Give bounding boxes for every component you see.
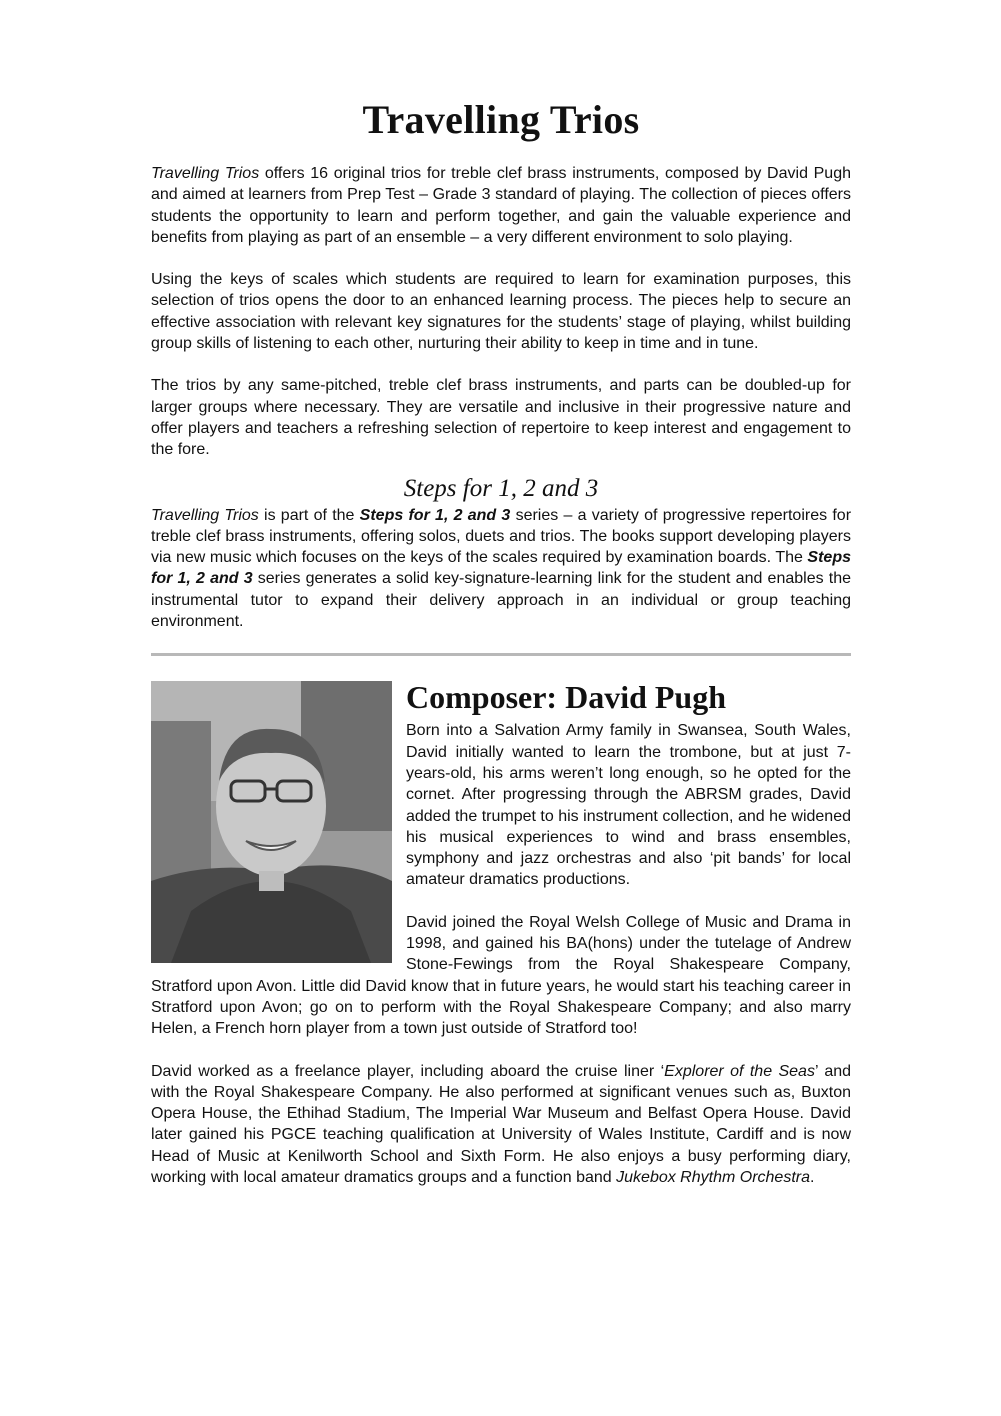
series-name: Steps for 1, 2 and 3 [151,549,851,588]
series-heading: Steps for 1, 2 and 3 [403,474,599,502]
series-name: Steps for 1, 2 and 3 [359,506,511,524]
page-title: Travelling Trios [362,97,640,142]
portrait-image [151,681,392,963]
series-paragraph: Travelling Trios is part of the Steps for 1, 2 and 3 series – a variety of progressive repertoires for treble clef brass instruments, offering solos, duets and trios. The books support developing players via new music which focuses on the keys of the scales required by examination boards. The Steps for 1, 2 and 3 series generates a solid key-signature-learning link for the student and enables the instrumental tutor to expand their delivery approach in an individual or group teaching environment. [151,506,852,631]
composer-heading: Composer: David Pugh [406,679,727,716]
composer-section [151,678,851,1188]
composer-paragraph-2: David joined the Royal Welsh College of Music and Drama in 1998, and gained his BA(hons) under the tutelage of Andrew Stone-Fewings from the Royal Shakespeare Company, Stratford upon Avon. Little did David know that in future years, he would start his teaching career in Stratford upon Avon; go on to perform with the Royal Shakespeare Company; and also marry Helen, a French horn player from a town just outside of Stratford too! [151,913,851,1038]
ship-name: Explorer of the Seas [664,1062,815,1080]
band-name: Jukebox Rhythm Orchestra [616,1168,810,1186]
intro-paragraph-1: Travelling Trios offers 16 original trios for treble clef brass instruments, composed by David Pugh and aimed at learners from Prep Test – Grade 3 standard of playing. The collection of pieces offers students the opportunity to learn and perform together, and gain the valuable experience and benefits from playing as part of an ensemble – a very different environment to solo playing. [151,165,851,246]
intro-paragraph-2: Using the keys of scales which students are required to learn for examination purposes, this selection of trios opens the door to an enhanced learning process. The pieces help to secure an effective association with relevant key signatures for the students’ stage of playing, whilst building group skills of listening to each other, nurturing their ability to keep in time and in tune. [151,271,851,353]
composer-paragraph-1: Born into a Salvation Army family in Swansea, South Wales, David initially wanted to learn the trombone, but at just 7-years-old, his arms weren’t long enough, so he opted for the cornet. After progressing through the ABRSM grades, David added the trumpet to his instrument collection, and he widened his musical experiences to wind and brass ensembles, symphony and jazz orchestras and also ‘pit bands’ for local amateur dramatics productions. [406,722,851,889]
book-title-italic: Travelling Trios [151,506,259,524]
section-divider [151,653,851,656]
book-title-italic: Travelling Trios [151,165,260,182]
composer-paragraph-3: David worked as a freelance player, including aboard the cruise liner ‘Explorer of the Seas’ and with the Royal Shakespeare Company. He also performed at significant venues such as, Buxton Opera House, the Ethihad Stadium, The Imperial War Museum and Belfast Opera House. David later gained his PGCE teaching qualification at University of Wales Institute, Cardiff and is now Head of Music at Kenilworth School and Sixth Form. He also enjoys a busy performing diary, working with local amateur dramatics groups and a function band Jukebox Rhythm Orchestra. [151,1062,852,1186]
composer-photo [151,681,392,963]
page-content [151,96,851,1188]
intro-paragraph-3: The trios by any same-pitched, treble clef brass instruments, and parts can be doubled-up for larger groups where necessary. They are versatile and inclusive in their progressive nature and offer players and teachers a refreshing selection of repertoire to keep interest and engagement to the fore. [151,377,851,459]
